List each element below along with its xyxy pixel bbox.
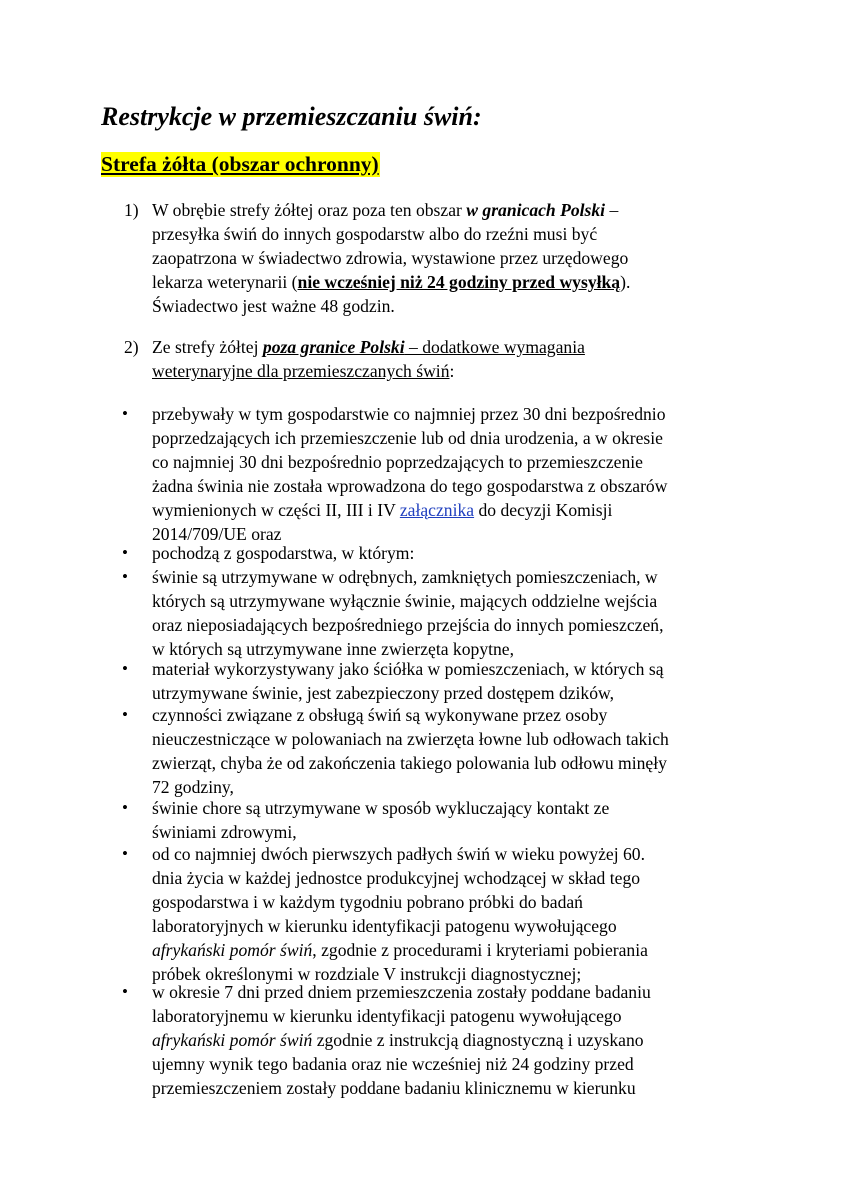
text-line: świnie są utrzymywane w odrębnych, zamkniętych pomieszczeniach, w [152, 567, 658, 587]
bullet-marker: • [122, 798, 128, 817]
text-line: Ze strefy żółtej poza granice Polski – dodatkowe wymagania [152, 337, 585, 357]
disease-name: afrykański pomór świń [152, 1030, 313, 1050]
text-line: w okresie 7 dni przed dniem przemieszczenia zostały poddane badaniu [152, 982, 651, 1002]
item-number: 1) [124, 200, 139, 220]
bullet-marker: • [122, 567, 128, 586]
text-line: afrykański pomór świń zgodnie z instrukcją diagnostyczną i uzyskano [152, 1030, 644, 1050]
text-line: żadna świnia nie została wprowadzona do tego gospodarstwa z obszarów [152, 476, 668, 496]
text-line: oraz nieposiadających bezpośredniego przejścia do innych pomieszczeń, [152, 615, 664, 635]
text-line: laboratoryjnemu w kierunku identyfikacji patogenu wywołującego [152, 1006, 622, 1026]
emphasis-24h: nie wcześniej niż 24 godziny przed wysyłką [297, 272, 621, 292]
text-line: przebywały w tym gospodarstwie co najmniej przez 30 dni bezpośrednio [152, 404, 666, 424]
text-line: wymienionych w części II, III i IV załącznika do decyzji Komisji [152, 500, 613, 520]
bullet-marker: • [122, 705, 128, 724]
text-line: świnie chore są utrzymywane w sposób wykluczający kontakt ze [152, 798, 610, 818]
text-line: których są utrzymywane wyłącznie świnie, mających oddzielne wejścia [152, 591, 658, 611]
text-line: utrzymywane świnie, jest zabezpieczony przed dostępem dzików, [152, 683, 614, 703]
bullet-marker: • [122, 982, 128, 1001]
item-number: 2) [124, 337, 139, 357]
text-line: weterynaryjne dla przemieszczanych świń: [152, 361, 455, 381]
bullet-marker: • [122, 844, 128, 863]
bullet-marker: • [122, 659, 128, 678]
text-line: co najmniej 30 dni bezpośrednio poprzedzających to przemieszczenie [152, 452, 643, 472]
disease-name: afrykański pomór świń [152, 940, 313, 960]
text-line: 2014/709/UE oraz [152, 524, 282, 544]
bullet-marker: • [122, 543, 128, 562]
zone-heading-highlight: Strefa żółta (obszar ochronny) [101, 152, 379, 176]
text-line: afrykański pomór świń, zgodnie z procedurami i kryteriami pobierania [152, 940, 648, 960]
text-line: gospodarstwa i w każdym tygodniu pobrano próbki do badań [152, 892, 583, 912]
text-line: W obrębie strefy żółtej oraz poza ten obszar w granicach Polski – [152, 200, 619, 220]
annex-link[interactable]: załącznika [399, 500, 475, 520]
text-line: ujemny wynik tego badania oraz nie wcześniej niż 24 godziny przed [152, 1054, 634, 1074]
text-line: lekarza weterynarii (nie wcześniej niż 24 godziny przed wysyłką). [152, 272, 631, 292]
text-line: pochodzą z gospodarstwa, w którym: [152, 543, 415, 563]
text-line: próbek określonymi w rozdziale V instrukcji diagnostycznej; [152, 964, 582, 984]
text-line: dnia życia w każdej jednostce produkcyjnej wchodzącej w skład tego [152, 868, 641, 888]
text-line: zaopatrzona w świadectwo zdrowia, wystawione przez urzędowego [152, 248, 629, 268]
zone-heading [101, 151, 380, 177]
text-line: w których są utrzymywane inne zwierzęta kopytne, [152, 639, 515, 659]
text-line: przemieszczeniem zostały poddane badaniu klinicznemu w kierunku [152, 1078, 636, 1098]
emphasis-outside-poland: poza granice Polski [262, 337, 405, 357]
text-line: czynności związane z obsługą świń są wykonywane przez osoby [152, 705, 608, 725]
text-line: nieuczestniczące w polowaniach na zwierzęta łowne lub odłowach takich [152, 729, 669, 749]
text-line: przesyłka świń do innych gospodarstw albo do rzeźni musi być [152, 224, 598, 244]
text-line: poprzedzających ich przemieszczenie lub od dnia urodzenia, a w okresie [152, 428, 663, 448]
page-title: Restrykcje w przemieszczaniu świń: [101, 102, 482, 131]
text-line: świniami zdrowymi, [152, 822, 297, 842]
emphasis-within-poland: w granicach Polski [466, 200, 606, 220]
text-line: Świadectwo jest ważne 48 godzin. [152, 296, 395, 316]
text-line: zwierząt, chyba że od zakończenia takiego polowania lub odłowu minęły [152, 753, 667, 773]
text-line: 72 godziny, [152, 777, 234, 797]
text-line: od co najmniej dwóch pierwszych padłych świń w wieku powyżej 60. [152, 844, 645, 864]
bullet-marker: • [122, 404, 128, 423]
text-line: materiał wykorzystywany jako ściółka w pomieszczeniach, w których są [152, 659, 664, 679]
text-line: laboratoryjnych w kierunku identyfikacji patogenu wywołującego [152, 916, 617, 936]
